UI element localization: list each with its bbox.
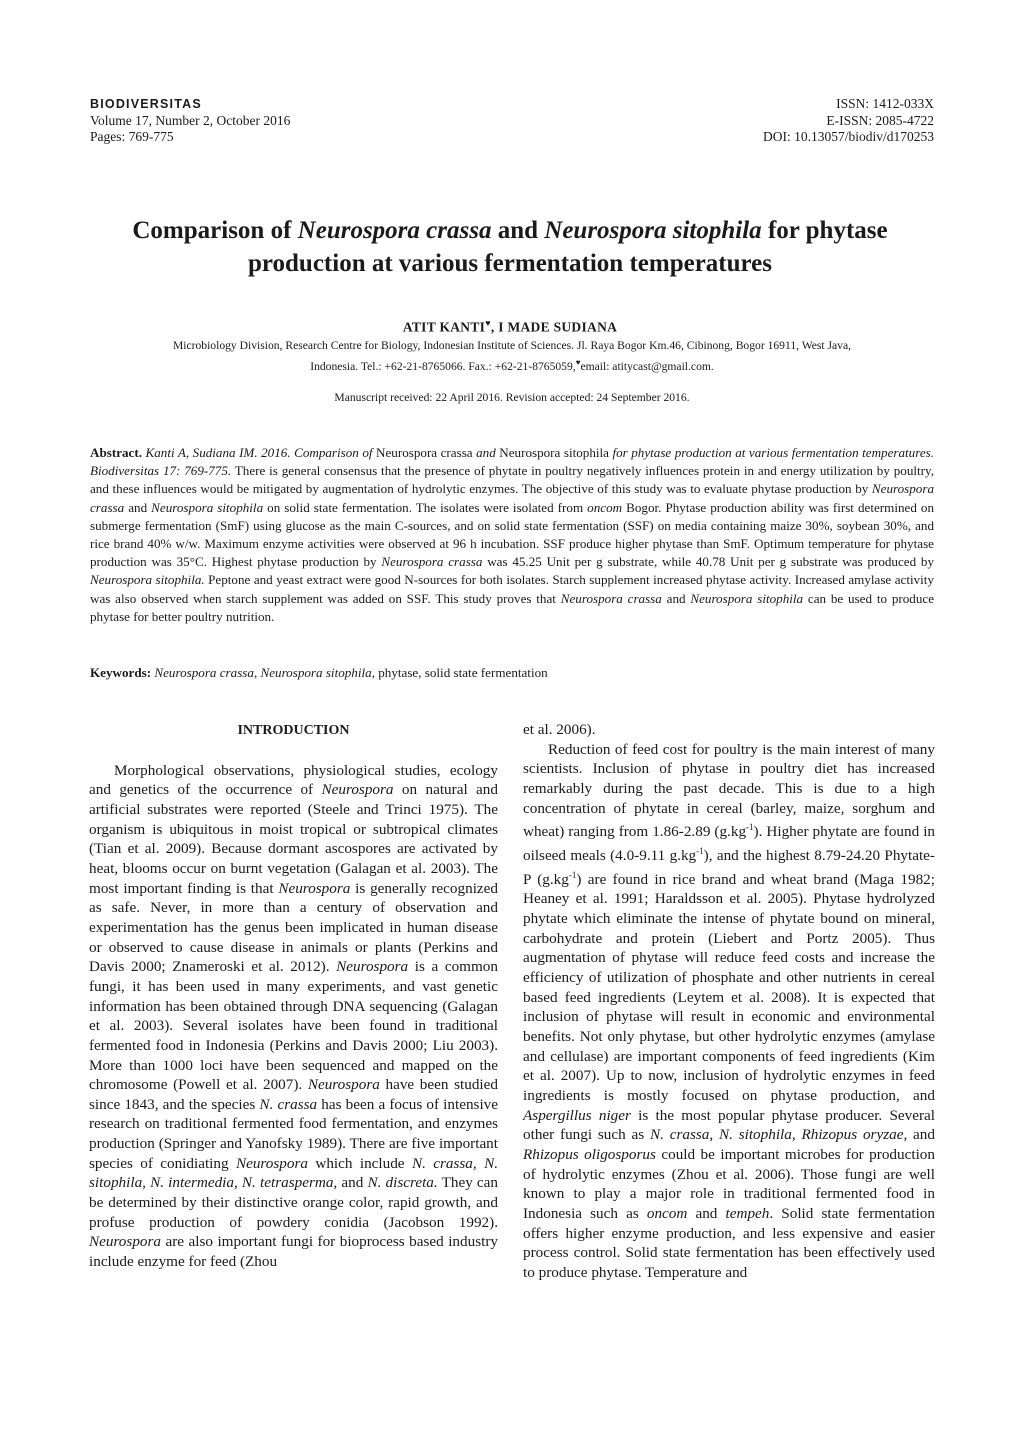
keywords-label: Keywords: bbox=[90, 665, 152, 680]
body-text: is a common fungi, it has been used in many experiments, and vast genetic information has been obtained through DNA sequencing (Galagan et al. 2003). Several isolates have been found in traditional fermented food in Indonesia (Perkins and Davis 2000; Liu 2003). More than 1000 loci have been sequenced and mapped on the chromosome (Powell et al. 2007). bbox=[89, 958, 498, 1094]
feed-cost-paragraph bbox=[523, 740, 935, 1283]
species-name: N. sitophila, Rhizopus oryzae, bbox=[718, 1126, 908, 1144]
manuscript-dates: Manuscript received: 22 April 2016. Revision accepted: 24 September 2016. bbox=[334, 391, 690, 404]
abstract-text: There is general consensus that the presence of phytate in poultry negatively influences protein in and energy utilization by poultry, and these influences would be mitigated by augmentation of hydrolytic enzymes. The objective of this study was to evaluate phytase production by bbox=[90, 463, 934, 497]
keyword: Neurospora sitophila bbox=[260, 665, 372, 680]
abstract-species: Neurospora crassa bbox=[376, 445, 473, 460]
affiliation-contact: Indonesia. Tel.: +62-21-8765066. Fax.: +62-21-8765059, bbox=[310, 359, 576, 373]
abstract-text: and bbox=[661, 590, 691, 606]
species-name: Neurospora bbox=[336, 958, 409, 976]
author-1: ATIT KANTI bbox=[402, 319, 486, 335]
abstract-text: was 45.25 Unit per g substrate, while 40.78 Unit per g substrate was produced by bbox=[482, 554, 934, 570]
abstract-text: and bbox=[124, 499, 152, 515]
keyword: Neurospora crassa bbox=[154, 665, 254, 680]
abstract-text: Bogor. Phytase production ability was first determined on submerge fermentation (SmF) using glucose as the main C-sources, and on solid state fermentation (SSF) on media containing maize 30%, soybean 30%, and rice brand 40% w/w. Maximum enzyme activities were observed at 96 h incubation. SSF produce higher phytase than SmF. Optimum temperature for phytase production was 35°C. Highest phytase production by bbox=[90, 499, 934, 570]
body-text: has been a focus of intensive research on traditional fermented food fermentation, and enzymes production (Springer and Yanofsky 1989). There are five important species of conidiating bbox=[89, 1095, 498, 1172]
body-text: on natural and artificial substrates were reported (Steele and Trinci 1975). The organism is ubiquitous in moist tropical or subtropical climates (Tian et al. 2009). Because dormant ascospores are activated by heat, blooms occur on burnt vegetation (Galagan et al. 2003). The most important finding is that bbox=[89, 781, 498, 897]
journal-info-right bbox=[763, 96, 934, 146]
body-text: is generally recognized as safe. Never, in more than a century of observation and experimentation has the genus been implicated in human disease or observed to cause disease in animals or plants (Perkins and Davis 2000; Znameroski et al. 2012). bbox=[89, 879, 498, 976]
species-name: N. discreta. bbox=[367, 1174, 438, 1192]
body-text: and bbox=[907, 1126, 935, 1144]
author-2: , I MADE SUDIANA bbox=[490, 319, 618, 335]
affiliation bbox=[90, 338, 934, 375]
abstract-text: Peptone and yeast extract were good N-sources for both isolates. Starch supplement increased phytase activity. Increased amylase activity was also observed when starch supplement was added on SSF. This study proves that bbox=[90, 572, 934, 606]
food-term: oncom bbox=[646, 1204, 688, 1222]
body-text: and bbox=[337, 1174, 368, 1192]
body-text: could be important microbes for production of hydrolytic enzymes (Zhou et al. 2006). Those fungi are well known to play a major role in traditional fermented food in Indonesia such as bbox=[523, 1145, 935, 1222]
keyword-separator: , bbox=[253, 665, 261, 680]
body-text: Reduction of feed cost for poultry is the main interest of many scientists. Inclusion of phytase in poultry diet has increased remarkably during the past decade. This is due to a high concentration of phytate in cereal (barley, maize, sorghum and wheat) ranging from 1.86-2.89 (g.kg bbox=[523, 740, 935, 841]
title-prefix: Comparison of bbox=[132, 217, 298, 244]
body-text: Morphological observations, physiological studies, ecology and genetics of the occurrence of bbox=[89, 761, 498, 799]
body-text: which include bbox=[307, 1154, 412, 1172]
abstract-species: Neurospora crassa bbox=[90, 481, 934, 515]
body-text: have been studied since 1843, and the species bbox=[89, 1076, 498, 1113]
journal-name: BIODIVERSITAS bbox=[90, 97, 202, 111]
eissn: E-ISSN: 2085-4722 bbox=[826, 112, 934, 128]
title-species-1: Neurospora crassa bbox=[297, 217, 492, 244]
left-column bbox=[89, 720, 498, 1272]
pages-info: Pages: 769-775 bbox=[90, 129, 174, 144]
body-text: ) are found in rice brand and wheat brand (Maga 1982; Heaney et al. 1991; Haraldsson et al. 2005). Phytase hydrolyzed phytate which eliminate the intense of phytate bound on mineral, carbohydrate and protein (Liebert and Portz 2005). Thus augmentation of phytase will reduce feed costs and increase the efficiency of utilization of phosphate and other nutrients in cereal based feed ingredients (Leytem et al. 2008). It is expected that inclusion of phytase will result in economic and environmental benefits. Not only phytase, but other hydrolytic enzymes (amylase and cellulase) are important components of feed ingredients (Kim et al. 2007). Up to now, inclusion of hydrolytic enzymes in feed ingredients is mostly focused on phytase production, and bbox=[523, 870, 935, 1104]
abstract-species: Neurospora sitophila bbox=[499, 445, 609, 460]
affiliation-line-1: Microbiology Division, Research Centre for Biology, Indonesian Institute of Sciences. Jl. Raya Bogor Km.46, Cibinong, Bogor 16911, West Java, bbox=[172, 339, 852, 352]
abstract-species: Neurospora sitophila bbox=[690, 590, 804, 606]
abstract-text: can be used to produce phytase for better poultry nutrition. bbox=[90, 590, 935, 624]
abstract-term: oncom bbox=[587, 499, 623, 515]
right-column bbox=[523, 720, 935, 1283]
journal-info-left bbox=[90, 96, 290, 146]
species-name: Neurospora bbox=[307, 1076, 380, 1094]
body-text: , bbox=[709, 1126, 719, 1144]
paper-title bbox=[60, 214, 960, 280]
species-name: Neurospora bbox=[89, 1233, 162, 1251]
body-text: and bbox=[687, 1204, 726, 1222]
title-and: and bbox=[491, 217, 545, 244]
keywords-rest: , phytase, solid state fermentation bbox=[371, 665, 548, 680]
body-text: They can be determined by their distinctive orange color, rapid growth, and profuse production of powdery conidia (Jacobson 1992). bbox=[89, 1174, 499, 1231]
abstract bbox=[90, 444, 934, 626]
abstract-species: Neurospora crassa bbox=[381, 554, 483, 570]
abstract-text: on solid state fermentation. The isolates were isolated from bbox=[263, 499, 588, 515]
body-text: . Solid state fermentation offers higher enzyme production, and less expensive and easier process control. Solid state fermentation has been effectively used to produce phytase. Temperature and bbox=[523, 1204, 935, 1281]
abstract-species: Neurospora crassa bbox=[560, 590, 662, 606]
body-text: ). Higher phytate are found in oilseed meals (4.0-9.11 g.kg bbox=[523, 823, 936, 865]
superscript: -1 bbox=[746, 822, 754, 833]
body-text: ), and the highest 8.79-24.20 Phytate-P (g.kg bbox=[523, 847, 935, 888]
food-term: tempeh bbox=[725, 1204, 770, 1222]
species-name: Neurospora bbox=[321, 781, 394, 799]
species-name: Aspergillus niger bbox=[523, 1106, 631, 1124]
abstract-citation: for phytase production at various fermentation temperatures. Biodiversitas 17: 769-775. bbox=[90, 445, 934, 479]
species-name: Neurospora bbox=[278, 879, 351, 897]
authors bbox=[60, 318, 960, 336]
journal-header bbox=[90, 96, 934, 146]
title-species-2: Neurospora sitophila bbox=[544, 217, 762, 244]
section-heading-introduction: INTRODUCTION bbox=[237, 723, 350, 738]
species-name: Rhizopus oligosporus bbox=[523, 1145, 656, 1163]
intro-paragraph bbox=[89, 761, 498, 1272]
title-line-2: production at various fermentation temperatures bbox=[247, 250, 772, 277]
superscript: -1 bbox=[696, 846, 704, 856]
doi: DOI: 10.13057/biodiv/d170253 bbox=[763, 129, 934, 144]
species-name: N. crassa bbox=[649, 1126, 710, 1144]
volume-info: Volume 17, Number 2, October 2016 bbox=[90, 112, 291, 128]
body-text: is the most popular phytase producer. Several other fungi such as bbox=[523, 1106, 935, 1144]
superscript: -1 bbox=[568, 869, 577, 880]
corresponding-mark: ♥ bbox=[485, 318, 491, 328]
affiliation-line-2 bbox=[90, 355, 934, 375]
species-name: Neurospora bbox=[235, 1154, 308, 1172]
affiliation-email[interactable]: email: atitycast@gmail.com. bbox=[580, 359, 714, 373]
abstract-species: Neurospora sitophila. bbox=[90, 572, 205, 588]
abstract-citation: and bbox=[472, 445, 500, 460]
abstract-species: Neurospora sitophila bbox=[151, 499, 264, 515]
species-name: N. crassa, N. sitophila, N. intermedia, N. tetrasperma, bbox=[89, 1154, 498, 1192]
body-text: are also important fungi for bioprocess based industry include enzyme for feed (Zhou bbox=[89, 1233, 498, 1271]
continued-text: et al. 2006). bbox=[523, 721, 596, 738]
issn: ISSN: 1412-033X bbox=[836, 96, 934, 111]
abstract-citation: Kanti A, Sudiana IM. 2016. Comparison of bbox=[142, 445, 377, 460]
keywords bbox=[90, 664, 934, 682]
email-mark: ♥ bbox=[575, 357, 581, 367]
abstract-label: Abstract. bbox=[90, 445, 142, 460]
species-name: N. crassa bbox=[259, 1095, 318, 1113]
title-rest: for phytase bbox=[761, 217, 888, 244]
